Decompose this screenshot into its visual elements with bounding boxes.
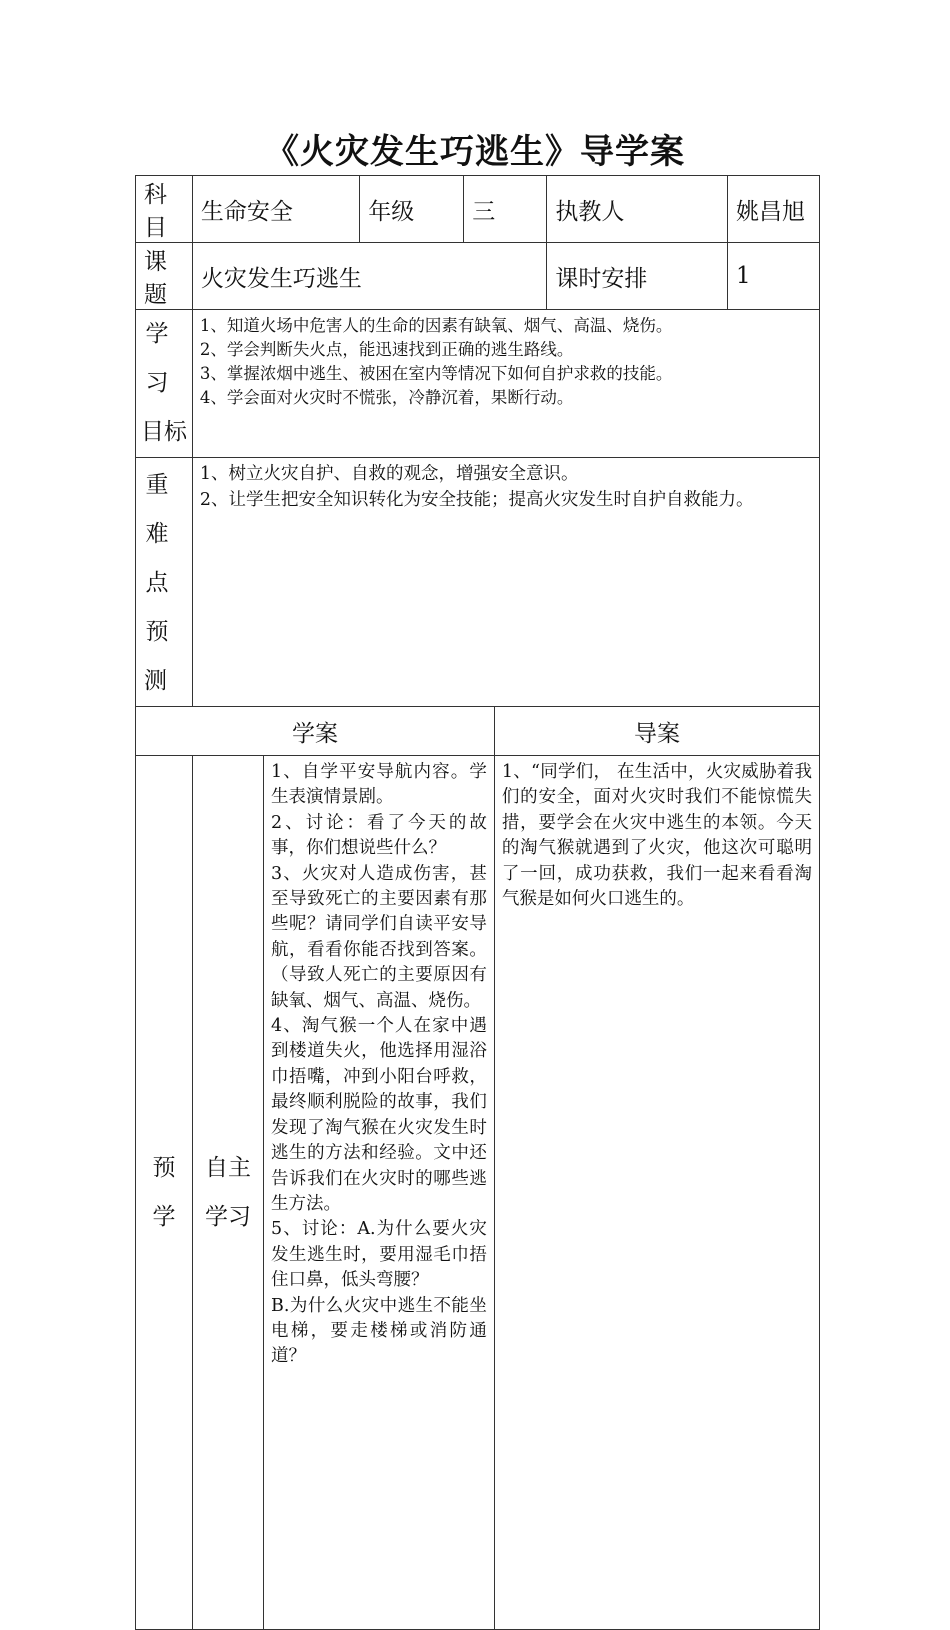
- key-point-item: 1、树立火灾自护、自救的观念，增强安全意识。: [199, 464, 579, 484]
- key-point-item: 2、让学生把安全知识转化为安全技能；提高火灾发生时自护自救能力。: [199, 489, 754, 510]
- subject-value: 生命安全: [192, 176, 359, 243]
- study-item: 2、讨论：看了今天的故事，你们想说些什么？: [271, 812, 487, 859]
- study-item: 1、自学平安导航内容。学生表演情景剧。: [271, 762, 487, 808]
- goal-item: 4、学会面对火灾时不慌张，冷静沉着，果断行动。: [199, 388, 574, 407]
- header-row-2: [136, 243, 820, 310]
- teacher-value: 姚昌旭: [727, 176, 819, 243]
- period-label: 课时安排: [547, 243, 728, 310]
- study-item: 5、讨论：A.为什么要火灾发生逃生时，要用湿毛巾捂住口鼻，低头弯腰？: [271, 1219, 487, 1291]
- key-points-label-line-3: 测: [144, 668, 167, 694]
- goals-label-line-2: 目标: [140, 419, 187, 445]
- goal-item: 3、掌握浓烟中逃生、被困在室内等情况下如何自护求救的技能。: [199, 364, 673, 383]
- guide-content: 1、“同学们， 在生活中，火灾威胁着我们的安全，面对火灾时我们不能惊慌失措，要学会在火灾中逃生的本领。今天的淘气猴就遇到了火灾，他这次可聪明了一回，成功获救，我们一起来看看淘气猴是如何火口逃生的。: [494, 756, 819, 1630]
- topic-value: 火灾发生巧逃生: [192, 243, 546, 310]
- section-header-row: [136, 707, 820, 756]
- mode-label: [192, 756, 263, 1630]
- stage-label-line-1: 预: [152, 1154, 176, 1181]
- teacher-label: 执教人: [547, 176, 728, 243]
- goals-content: [192, 310, 819, 458]
- stage-label-line-2: 学: [152, 1203, 176, 1230]
- header-row-1: [136, 176, 820, 243]
- study-item: 4、淘气猴一个人在家中遇到楼道失火，他选择用湿浴巾捂嘴，冲到小阳台呼救，最终顺利脱险的故事，我们发现了淘气猴在火灾发生时逃生的方法和经验。文中还告诉我们在火灾时的哪些逃生方法。: [271, 1016, 487, 1214]
- goal-item: 1、知道火场中危害人的生命的因素有缺氧、烟气、高温、烧伤。: [199, 316, 673, 335]
- stage-label: [136, 756, 193, 1630]
- period-value: 1: [727, 243, 819, 310]
- page-title: 《火灾发生巧逃生》导学案: [265, 132, 685, 172]
- mode-label-line-2: 学习: [204, 1203, 251, 1230]
- study-item: 3、火灾对人造成伤害，甚至导致死亡的主要因素有那些呢？请同学们自读平安导航，看看你能否找到答案。（导致人死亡的主要原因有缺氧、烟气、高温、烧伤。: [271, 863, 487, 1011]
- study-item: B.为什么火灾中逃生不能坐电梯，要走楼梯或消防通道？: [271, 1295, 487, 1367]
- grade-value: 三: [464, 176, 547, 243]
- grade-label: 年级: [360, 176, 464, 243]
- goal-item: 2、学会判断失火点，能迅速找到正确的逃生路线。: [199, 340, 574, 359]
- goals-label-line-1: 学习: [145, 321, 183, 396]
- subject-label: 科目: [136, 176, 193, 243]
- mode-label-line-1: 自主: [204, 1154, 251, 1181]
- key-points-content: [192, 458, 819, 707]
- preview-row: [136, 756, 820, 1630]
- guide-plan-header: 导案: [494, 707, 819, 756]
- goals-label: [136, 310, 193, 458]
- study-plan-header: 学案: [136, 707, 495, 756]
- goals-row: [136, 310, 820, 458]
- key-points-label-line-1: 重难: [145, 472, 183, 547]
- key-points-label-line-2: 点预: [145, 570, 183, 645]
- topic-label: 课题: [136, 243, 193, 310]
- lesson-plan-table: [135, 175, 820, 1630]
- study-content: [264, 756, 495, 1630]
- key-points-row: [136, 458, 820, 707]
- key-points-label: [136, 458, 193, 707]
